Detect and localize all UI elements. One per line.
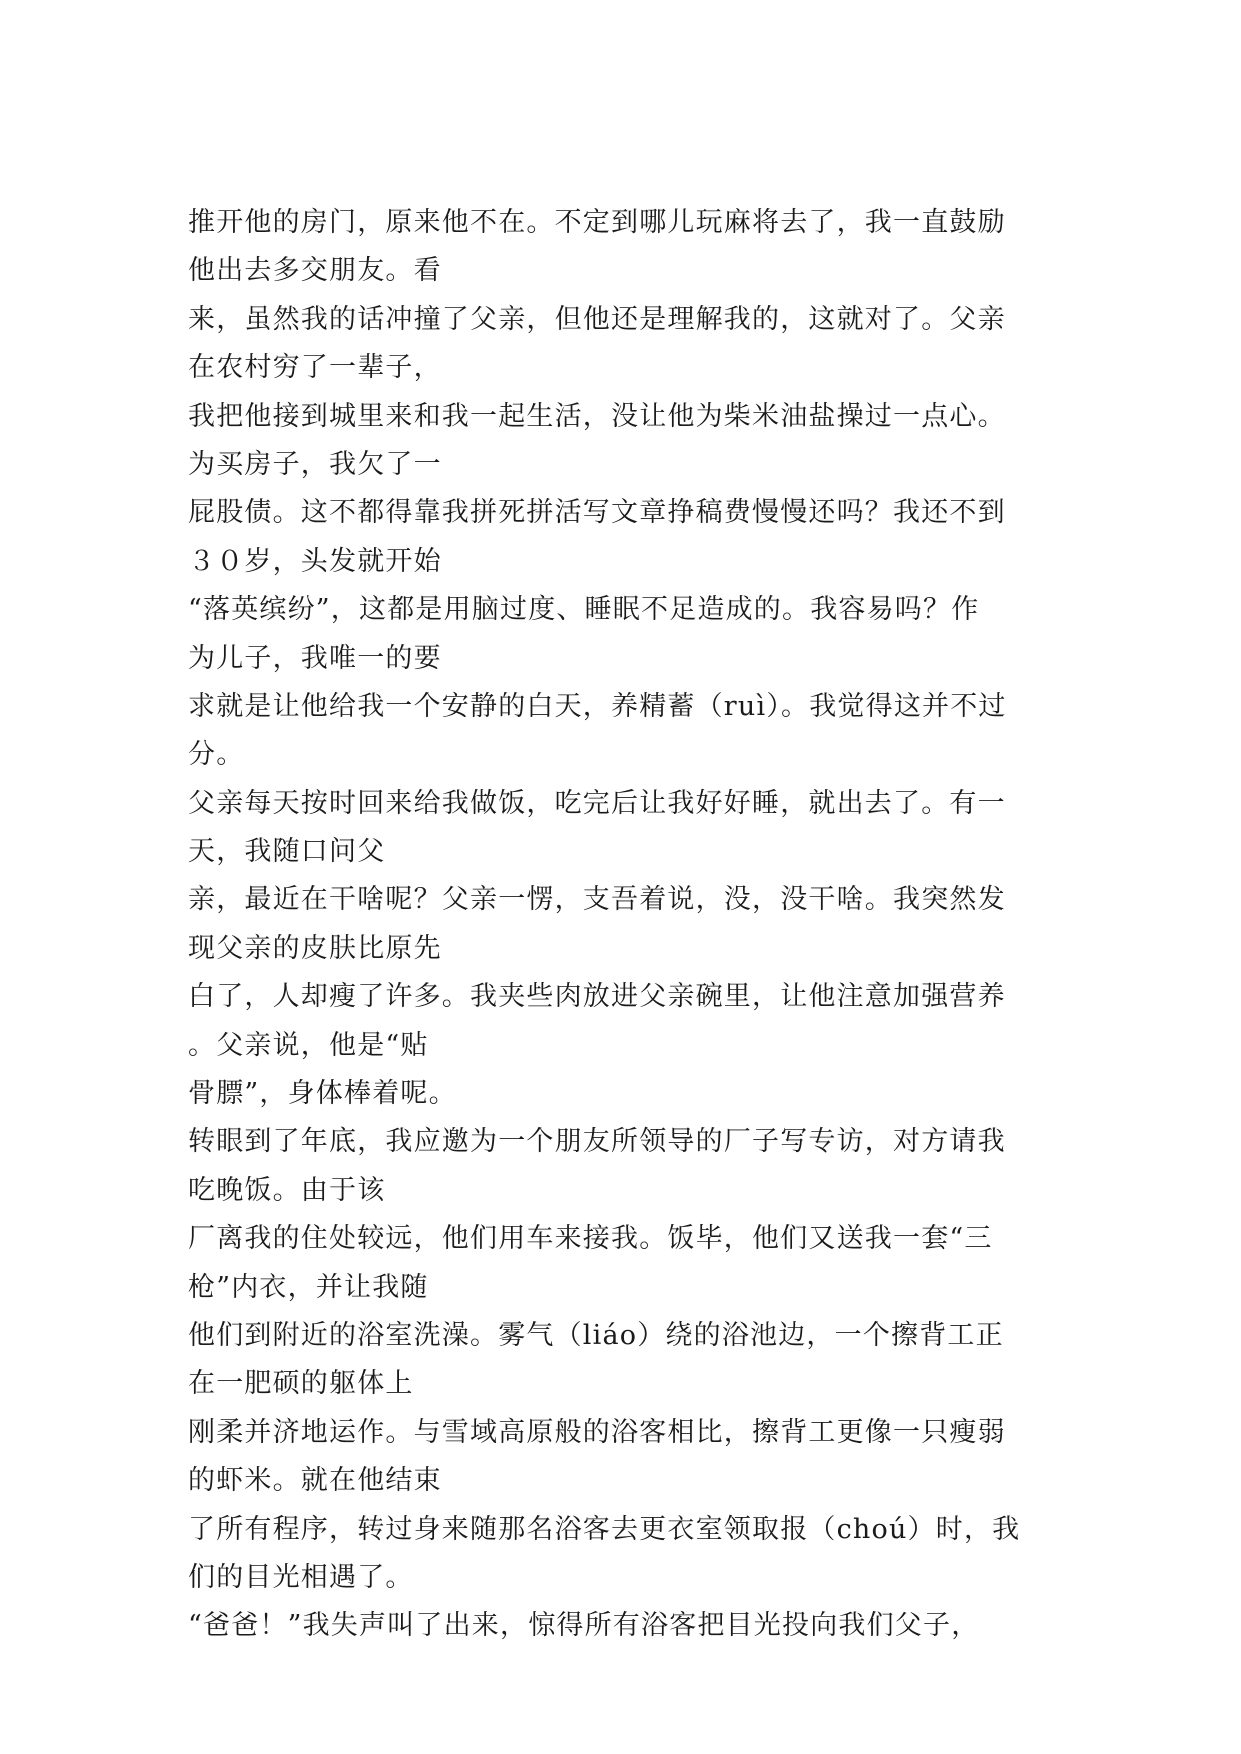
text-line: 刚柔并济地运作。与雪域高原般的浴客相比，擦背工更像一只瘦弱 bbox=[188, 1416, 1006, 1448]
text-line: 求就是让他给我一个安静的白天，养精蓄（ruì）。我觉得这并不过 bbox=[188, 690, 1007, 722]
text-line: ３０岁，头发就开始 bbox=[188, 545, 442, 577]
text-line: 为儿子，我唯一的要 bbox=[188, 642, 442, 674]
body-text bbox=[188, 199, 1088, 1651]
text-line: 吃晚饭。由于该 bbox=[188, 1174, 386, 1206]
text-line: 天，我随口问父 bbox=[188, 836, 386, 868]
text-line: 屁股债。这不都得靠我拼死拼活写文章挣稿费慢慢还吗？我还不到 bbox=[188, 497, 1006, 529]
text-line: 了所有程序，转过身来随那名浴客去更衣室领取报（choú）时，我 bbox=[188, 1513, 1021, 1545]
text-line: 现父亲的皮肤比原先 bbox=[188, 932, 442, 964]
text-line: 我把他接到城里来和我一起生活，没让他为柴米油盐操过一点心。 bbox=[188, 400, 1006, 432]
text-line: 。父亲说，他是“贴 bbox=[188, 1029, 429, 1061]
text-line: 厂离我的住处较远，他们用车来接我。饭毕，他们又送我一套“三 bbox=[188, 1223, 993, 1255]
text-line: 亲，最近在干啥呢？父亲一愣，支吾着说，没，没干啥。我突然发 bbox=[188, 884, 1006, 916]
text-line: 父亲每天按时回来给我做饭，吃完后让我好好睡，就出去了。有一 bbox=[188, 787, 1006, 819]
text-line: 枪”内衣，并让我随 bbox=[188, 1271, 429, 1303]
text-line: 骨膘”，身体棒着呢。 bbox=[188, 1078, 457, 1110]
text-line: 来，虽然我的话冲撞了父亲，但他还是理解我的，这就对了。父亲 bbox=[188, 303, 1006, 335]
text-line: 他出去多交朋友。看 bbox=[188, 255, 442, 287]
text-line: “落英缤纷”，这都是用脑过度、睡眠不足造成的。我容易吗？作 bbox=[188, 594, 980, 626]
text-line: 白了，人却瘦了许多。我夹些肉放进父亲碗里，让他注意加强营养 bbox=[188, 981, 1006, 1013]
text-line: 们的目光相遇了。 bbox=[188, 1561, 414, 1593]
text-line: 的虾米。就在他结束 bbox=[188, 1465, 442, 1497]
text-line: 为买房子，我欠了一 bbox=[188, 448, 442, 480]
text-line: 分。 bbox=[188, 739, 245, 771]
text-line: 在一肥硕的躯体上 bbox=[188, 1368, 414, 1400]
text-line: 推开他的房门，原来他不在。不定到哪儿玩麻将去了，我一直鼓励 bbox=[188, 207, 1006, 238]
text-line: “爸爸！”我失声叫了出来，惊得所有浴客把目光投向我们父子， bbox=[188, 1610, 980, 1642]
text-line: 他们到附近的浴室洗澡。雾气（liáo）绕的浴池边，一个擦背工正 bbox=[188, 1319, 1004, 1351]
text-line: 在农村穷了一辈子， bbox=[188, 352, 442, 384]
text-line: 转眼到了年底，我应邀为一个朋友所领导的厂子写专访，对方请我 bbox=[188, 1126, 1006, 1158]
